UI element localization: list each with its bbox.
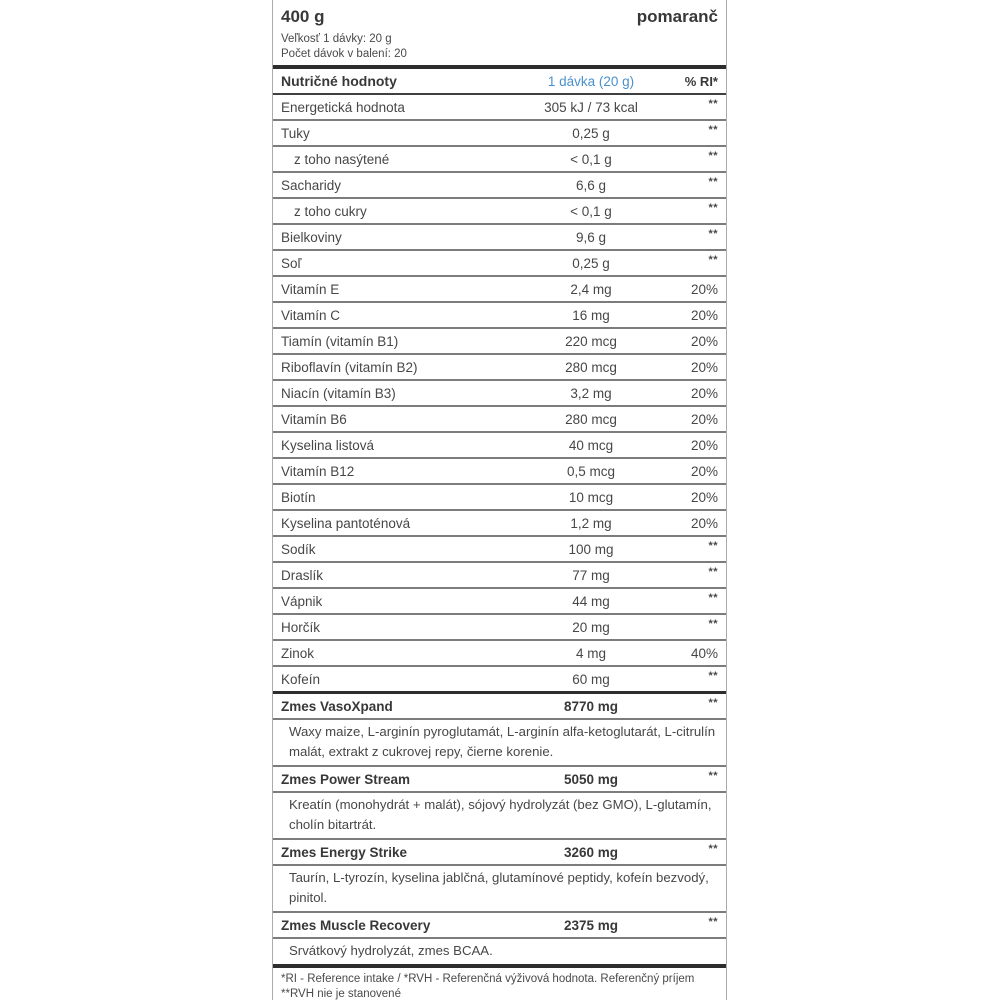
blend-ingredients: Waxy maize, L-arginín pyroglutamát, L-arginín alfa-ketoglutarát, L-citrulín malát, extrakt z cukrovej repy, čierne korenie. xyxy=(273,720,726,767)
package-weight: 400 g xyxy=(281,7,325,26)
blend-name: Zmes VasoXpand xyxy=(281,698,393,714)
nutrient-ri-value: ** xyxy=(708,150,718,162)
nutrient-name: Sodík xyxy=(281,541,316,557)
nutrient-ri-value: ** xyxy=(708,228,718,240)
nutrient-name: Draslík xyxy=(281,567,324,583)
flavor-name: pomaranč xyxy=(636,7,718,26)
table-row xyxy=(273,485,726,511)
blend-ri-value: ** xyxy=(708,770,718,782)
nutrient-value: < 0,1 g xyxy=(570,203,612,219)
nutrient-value: 220 mcg xyxy=(565,333,617,349)
nutrient-name: Sacharidy xyxy=(281,177,342,193)
nutrient-name: Vitamín E xyxy=(281,281,340,297)
blend-ingredients: Kreatín (monohydrát + malát), sójový hydrolyzát (bez GMO), L-glutamín, cholín bitartrát. xyxy=(273,793,726,840)
label-header xyxy=(273,0,726,69)
nutrient-ri-value: ** xyxy=(708,254,718,266)
table-row xyxy=(273,537,726,563)
table-row xyxy=(273,199,726,225)
blend-amount: 5050 mg xyxy=(563,771,619,787)
blend-name: Zmes Power Stream xyxy=(281,771,411,787)
nutrient-ri-value: ** xyxy=(708,98,718,110)
nutrient-ri-value: 20% xyxy=(690,515,718,531)
nutrient-value: 0,25 g xyxy=(572,125,610,141)
nutrient-name: Vitamín B12 xyxy=(281,463,355,479)
nutrient-value: 77 mg xyxy=(572,567,610,583)
nutrient-ri-value: 20% xyxy=(690,281,718,297)
blend-row xyxy=(273,840,726,866)
nutrient-value: < 0,1 g xyxy=(570,151,612,167)
blend-row xyxy=(273,694,726,720)
servings-per-pack-text: Počet dávok v balení: 20 xyxy=(281,48,407,60)
blend-ingredients: Taurín, L-tyrozín, kyselina jablčná, glutamínové peptidy, kofeín bezvodý, pinitol. xyxy=(273,866,726,913)
nutrient-ri-value: 40% xyxy=(690,645,718,661)
table-row xyxy=(273,433,726,459)
table-row xyxy=(273,225,726,251)
nutrient-value: 0,25 g xyxy=(572,255,610,271)
blend-ri-value: ** xyxy=(708,843,718,855)
nutrient-ri-value: ** xyxy=(708,618,718,630)
footnote-rvh: **RVH nie je stanovené xyxy=(281,988,401,1000)
nutrient-name: Biotín xyxy=(281,489,316,505)
nutrient-value: 1,2 mg xyxy=(570,515,612,531)
nutrient-ri-value: ** xyxy=(708,566,718,578)
table-row xyxy=(273,589,726,615)
nutrition-label xyxy=(272,0,727,1000)
nutrient-name: Niacín (vitamín B3) xyxy=(281,385,396,401)
blend-amount: 3260 mg xyxy=(563,844,619,860)
nutrient-rows xyxy=(273,95,726,694)
footnotes xyxy=(273,964,726,1004)
blend-ri-value: ** xyxy=(708,916,718,928)
table-row xyxy=(273,407,726,433)
nutrient-name: z toho cukry xyxy=(294,203,367,219)
blend-name: Zmes Energy Strike xyxy=(281,844,408,860)
table-row xyxy=(273,511,726,537)
nutrient-ri-value: ** xyxy=(708,202,718,214)
nutrient-value: 280 mcg xyxy=(565,359,617,375)
table-row xyxy=(273,667,726,694)
label-header-row xyxy=(281,7,718,27)
table-row xyxy=(273,641,726,667)
table-row xyxy=(273,121,726,147)
table-row xyxy=(273,329,726,355)
nutrient-value: 3,2 mg xyxy=(570,385,612,401)
nutrient-ri-value: 20% xyxy=(690,489,718,505)
nutrient-ri-value: ** xyxy=(708,670,718,682)
nutrient-ri-value: 20% xyxy=(690,307,718,323)
nutrient-ri-value: 20% xyxy=(690,359,718,375)
nutrient-name: Kofeín xyxy=(281,671,321,687)
table-row xyxy=(273,381,726,407)
nutrient-name: z toho nasýtené xyxy=(294,151,390,167)
nutrient-value: 44 mg xyxy=(572,593,610,609)
blend-ingredients: Srvátkový hydrolyzát, zmes BCAA. xyxy=(289,943,493,958)
nutrient-name: Vitamín B6 xyxy=(281,411,347,427)
footnote-ri: *RI - Reference intake / *RVH - Referenčná výživová hodnota. Referenčný príjem xyxy=(281,973,695,985)
blend-ri-value: ** xyxy=(708,697,718,709)
nutrient-value: 20 mg xyxy=(572,619,610,635)
nutrient-value: 2,4 mg xyxy=(570,281,612,297)
table-column-header xyxy=(273,69,726,95)
nutrient-name: Energetická hodnota xyxy=(281,99,405,115)
nutrient-value: 0,5 mcg xyxy=(566,463,616,479)
table-row xyxy=(273,277,726,303)
table-row xyxy=(273,303,726,329)
blend-amount: 2375 mg xyxy=(563,917,619,933)
nutrient-name: Bielkoviny xyxy=(281,229,342,245)
nutrient-value: 40 mcg xyxy=(568,437,614,453)
table-row xyxy=(273,563,726,589)
col-per-serving: 1 dávka (20 g) xyxy=(547,73,635,89)
col-nutrition-values: Nutričné hodnoty xyxy=(281,73,397,89)
nutrient-value: 305 kJ / 73 kcal xyxy=(544,99,638,115)
nutrient-ri-value: ** xyxy=(708,540,718,552)
nutrient-ri-value: 20% xyxy=(690,333,718,349)
col-ri-percent: % RI* xyxy=(684,73,718,89)
nutrient-ri-value: 20% xyxy=(690,411,718,427)
blend-row xyxy=(273,767,726,793)
nutrient-name: Kyselina listová xyxy=(281,437,375,453)
table-row xyxy=(273,355,726,381)
nutrient-value: 16 mg xyxy=(572,307,610,323)
nutrient-name: Riboflavín (vitamín B2) xyxy=(281,359,418,375)
table-row xyxy=(273,173,726,199)
nutrient-value: 9,6 g xyxy=(575,229,607,245)
nutrient-ri-value: 20% xyxy=(690,463,718,479)
blend-name: Zmes Muscle Recovery xyxy=(281,917,431,933)
table-row xyxy=(273,147,726,173)
nutrient-value: 60 mg xyxy=(572,671,610,687)
blend-row xyxy=(273,913,726,939)
nutrient-name: Vitamín C xyxy=(281,307,341,323)
table-row xyxy=(273,459,726,485)
table-row xyxy=(273,251,726,277)
nutrient-value: 10 mcg xyxy=(568,489,614,505)
nutrient-ri-value: ** xyxy=(708,592,718,604)
serving-size-text: Veľkosť 1 dávky: 20 g xyxy=(281,33,392,45)
table-row xyxy=(273,615,726,641)
nutrient-name: Zinok xyxy=(281,645,315,661)
nutrient-name: Tuky xyxy=(281,125,310,141)
blend-amount: 8770 mg xyxy=(563,698,619,714)
nutrient-name: Soľ xyxy=(281,255,302,271)
nutrient-ri-value: ** xyxy=(708,124,718,136)
nutrient-value: 280 mcg xyxy=(565,411,617,427)
nutrient-name: Kyselina pantoténová xyxy=(281,515,411,531)
blend-sections xyxy=(273,694,726,964)
nutrient-name: Horčík xyxy=(281,619,321,635)
nutrient-name: Vápnik xyxy=(281,593,323,609)
nutrient-ri-value: 20% xyxy=(690,437,718,453)
nutrient-value: 4 mg xyxy=(575,645,606,661)
table-row xyxy=(273,95,726,121)
nutrient-ri-value: 20% xyxy=(690,385,718,401)
nutrient-ri-value: ** xyxy=(708,176,718,188)
nutrient-value: 100 mg xyxy=(568,541,614,557)
nutrient-name: Tiamín (vitamín B1) xyxy=(281,333,399,349)
nutrient-value: 6,6 g xyxy=(575,177,607,193)
